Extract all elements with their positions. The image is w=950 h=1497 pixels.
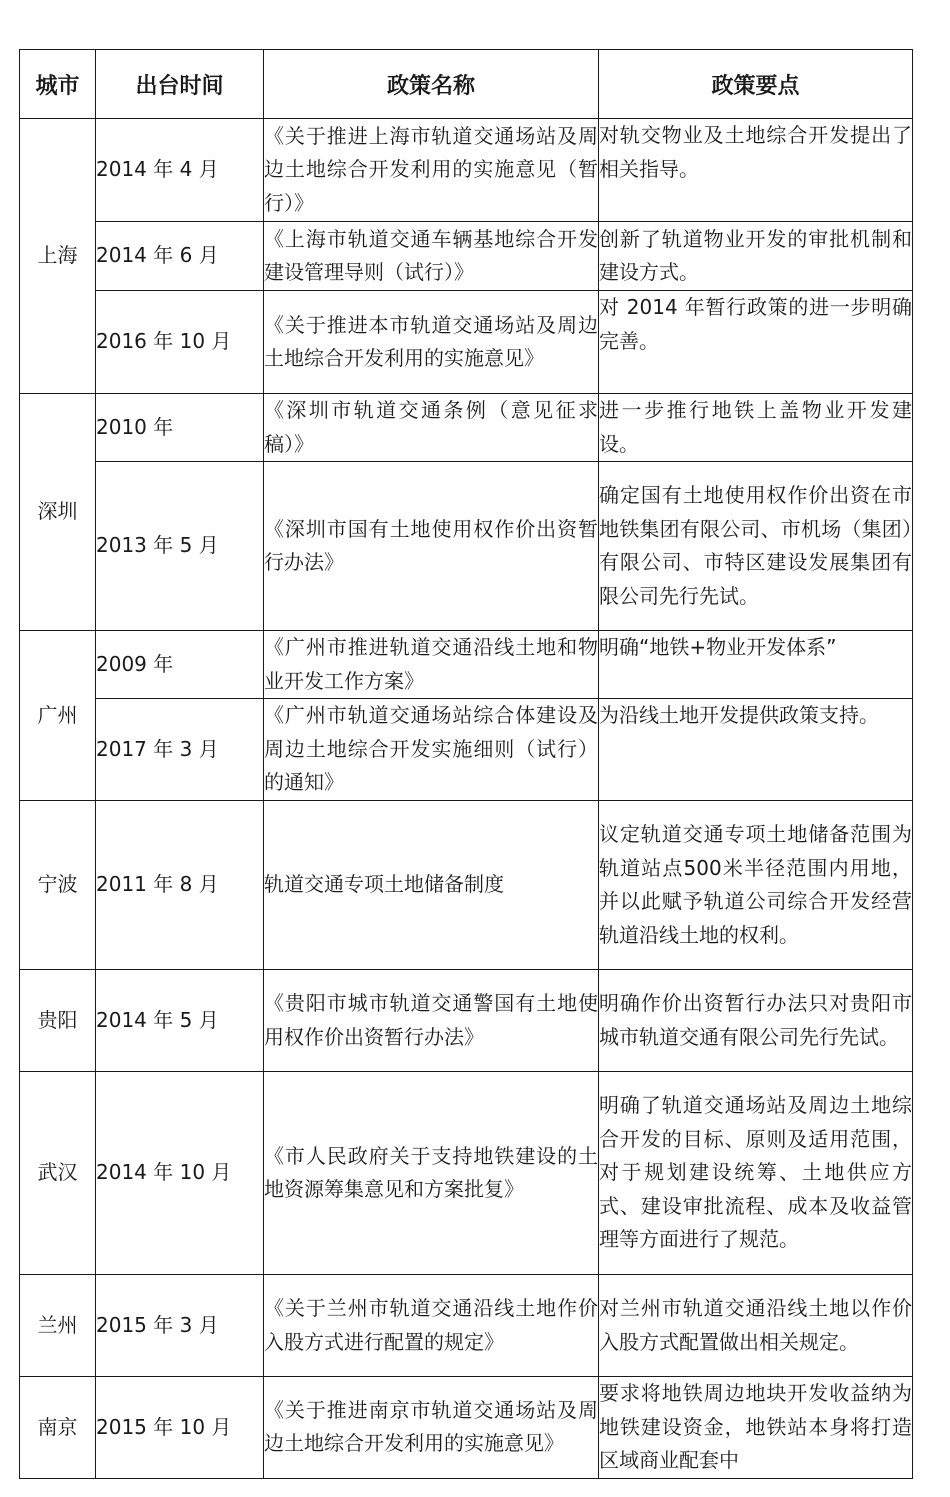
date-cell: 2015 年 3 月 [96, 1275, 264, 1377]
city-cell: 深圳 [20, 394, 96, 631]
policy-points-cell: 明确作价出资暂行办法只对贵阳市城市轨道交通有限公司先行先试。 [599, 970, 913, 1072]
table-row [20, 222, 913, 291]
city-cell: 贵阳 [20, 970, 96, 1072]
policy-name-cell: 《深圳市国有土地使用权作价出资暂行办法》 [264, 462, 599, 631]
date-cell: 2014 年 4 月 [96, 119, 264, 222]
policy-points-cell: 进一步推行地铁上盖物业开发建设。 [599, 394, 913, 462]
policy-name-cell: 轨道交通专项土地储备制度 [264, 801, 599, 970]
policy-points-cell: 为沿线土地开发提供政策支持。 [599, 699, 913, 801]
policy-points-cell: 议定轨道交通专项土地储备范围为轨道站点500米半径范围内用地，并以此赋予轨道公司综合开发经营轨道沿线土地的权利。 [599, 801, 913, 970]
policy-points-cell: 创新了轨道物业开发的审批机制和建设方式。 [599, 222, 913, 291]
table-row [20, 970, 913, 1072]
policy-points-cell: 要求将地铁周边地块开发收益纳为地铁建设资金，地铁站本身将打造区域商业配套中 [599, 1377, 913, 1479]
policy-points-cell: 确定国有土地使用权作价出资在市地铁集团有限公司、市机场（集团）有限公司、市特区建设发展集团有限公司先行先试。 [599, 462, 913, 631]
table-row [20, 1275, 913, 1377]
date-cell: 2011 年 8 月 [96, 801, 264, 970]
date-cell: 2014 年 5 月 [96, 970, 264, 1072]
table-row [20, 291, 913, 394]
policy-name-cell: 《上海市轨道交通车辆基地综合开发建设管理导则（试行）》 [264, 222, 599, 291]
date-cell: 2014 年 6 月 [96, 222, 264, 291]
date-cell: 2014 年 10 月 [96, 1072, 264, 1275]
date-cell: 2010 年 [96, 394, 264, 462]
policy-name-cell: 《广州市轨道交通场站综合体建设及周边土地综合开发实施细则（试行）的通知》 [264, 699, 599, 801]
policy-points-cell: 明确了轨道交通场站及周边土地综合开发的目标、原则及适用范围，对于规划建设统筹、土地供应方式、建设审批流程、成本及收益管理等方面进行了规范。 [599, 1072, 913, 1275]
policy-points-cell: 明确“地铁+物业开发体系” [599, 631, 913, 699]
policy-points-cell: 对 2014 年暂行政策的进一步明确完善。 [599, 291, 913, 394]
header-points: 政策要点 [599, 50, 913, 119]
city-cell: 广州 [20, 631, 96, 801]
table-row [20, 631, 913, 699]
header-city: 城市 [20, 50, 96, 119]
policy-name-cell: 《关于推进本市轨道交通场站及周边土地综合开发利用的实施意见》 [264, 291, 599, 394]
city-cell: 宁波 [20, 801, 96, 970]
date-cell: 2017 年 3 月 [96, 699, 264, 801]
policy-name-cell: 《深圳市轨道交通条例（意见征求稿）》 [264, 394, 599, 462]
policy-points-cell: 对轨交物业及土地综合开发提出了相关指导。 [599, 119, 913, 222]
table-row [20, 462, 913, 631]
date-cell: 2015 年 10 月 [96, 1377, 264, 1479]
city-cell: 上海 [20, 119, 96, 394]
header-date: 出台时间 [96, 50, 264, 119]
table-row [20, 119, 913, 222]
table-row [20, 1072, 913, 1275]
date-cell: 2016 年 10 月 [96, 291, 264, 394]
table-row [20, 801, 913, 970]
table-row [20, 1377, 913, 1479]
header-row [20, 50, 913, 119]
table-row [20, 394, 913, 462]
date-cell: 2009 年 [96, 631, 264, 699]
header-name: 政策名称 [264, 50, 599, 119]
policy-name-cell: 《市人民政府关于支持地铁建设的土地资源筹集意见和方案批复》 [264, 1072, 599, 1275]
table-row [20, 699, 913, 801]
policy-name-cell: 《关于推进上海市轨道交通场站及周边土地综合开发利用的实施意见（暂行）》 [264, 119, 599, 222]
date-cell: 2013 年 5 月 [96, 462, 264, 631]
city-cell: 武汉 [20, 1072, 96, 1275]
city-cell: 兰州 [20, 1275, 96, 1377]
policy-table [19, 49, 913, 1479]
policy-name-cell: 《广州市推进轨道交通沿线土地和物业开发工作方案》 [264, 631, 599, 699]
policy-name-cell: 《贵阳市城市轨道交通警国有土地使用权作价出资暂行办法》 [264, 970, 599, 1072]
policy-name-cell: 《关于推进南京市轨道交通场站及周边土地综合开发利用的实施意见》 [264, 1377, 599, 1479]
city-cell: 南京 [20, 1377, 96, 1479]
policy-name-cell: 《关于兰州市轨道交通沿线土地作价入股方式进行配置的规定》 [264, 1275, 599, 1377]
policy-points-cell: 对兰州市轨道交通沿线土地以作价入股方式配置做出相关规定。 [599, 1275, 913, 1377]
